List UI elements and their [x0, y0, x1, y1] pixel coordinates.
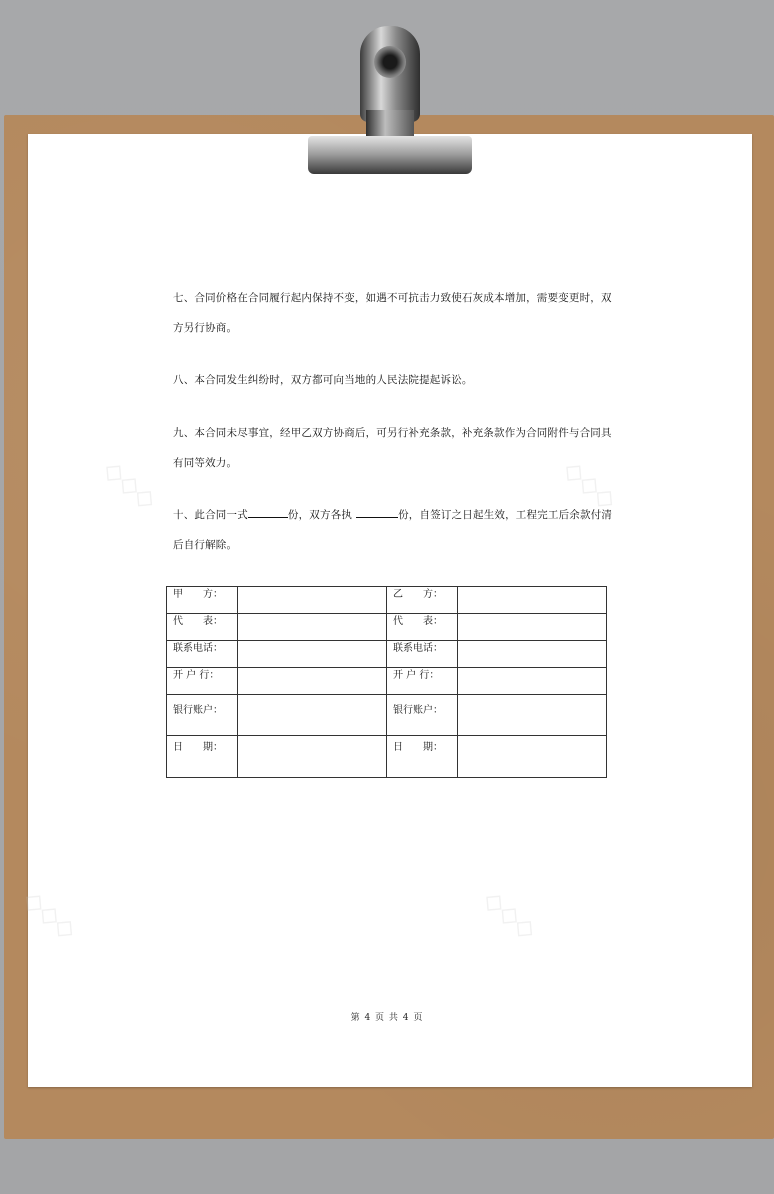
- copies-each-blank[interactable]: [356, 505, 398, 518]
- clause-9: 九、本合同未尽事宜，经甲乙双方协商后，可另行补充条款，补充条款作为合同附件与合同具有同等效力。: [173, 427, 612, 469]
- rep-b-label: 代 表：: [386, 614, 457, 641]
- clause-10-part-c: 份，自签订之日起生效，工程完工后余款付清后自行解除。: [173, 509, 613, 551]
- clause-8: 八、本合同发生纠纷时，双方都可向当地的人民法院提起诉讼。: [173, 374, 473, 386]
- phone-a-value[interactable]: [238, 641, 387, 668]
- rep-a-label: 代 表：: [167, 614, 238, 641]
- date-a-label: 日 期：: [167, 736, 238, 778]
- table-row: [167, 695, 607, 736]
- page-number: 第 4 页 共 4 页: [350, 1013, 424, 1023]
- account-a-label: 银行账户：: [167, 695, 238, 736]
- clause-7: 七、合同价格在合同履行起内保持不变，如遇不可抗击力致使石灰成本增加，需要变更时，双方另行协商。: [173, 292, 612, 334]
- date-b-label: 日 期：: [386, 736, 457, 778]
- watermark-icon: ◇◇◇: [97, 454, 163, 516]
- copies-total-blank[interactable]: [248, 505, 288, 518]
- table-row: [167, 668, 607, 695]
- date-a-value[interactable]: [238, 736, 387, 778]
- party-a-label: 甲 方：: [167, 587, 238, 614]
- account-b-value[interactable]: [458, 695, 607, 736]
- phone-b-value[interactable]: [458, 641, 607, 668]
- rep-b-value[interactable]: [458, 614, 607, 641]
- account-a-value[interactable]: [238, 695, 387, 736]
- party-a-value[interactable]: [238, 587, 387, 614]
- table-row: [167, 587, 607, 614]
- date-b-value[interactable]: [458, 736, 607, 778]
- watermark-icon: ◇◇◇: [477, 884, 543, 946]
- clause-10-part-a: 十、此合同一式: [173, 509, 248, 521]
- signature-table: [166, 586, 607, 778]
- clause-10: [173, 500, 613, 560]
- party-b-value[interactable]: [458, 587, 607, 614]
- bank-a-value[interactable]: [238, 668, 387, 695]
- bank-b-label: 开 户 行：: [386, 668, 457, 695]
- clause-10-part-b: 份，双方各执: [287, 509, 353, 521]
- bank-a-label: 开 户 行：: [167, 668, 238, 695]
- party-b-label: 乙 方：: [386, 587, 457, 614]
- watermark-icon: ◇◇◇: [17, 884, 83, 946]
- table-row: [167, 736, 607, 778]
- binder-clip-icon: [300, 26, 480, 180]
- watermark-icon: ◇◇◇: [557, 454, 623, 516]
- table-row: [167, 641, 607, 668]
- bank-b-value[interactable]: [458, 668, 607, 695]
- account-b-label: 银行账户：: [386, 695, 457, 736]
- table-row: [167, 614, 607, 641]
- rep-a-value[interactable]: [238, 614, 387, 641]
- phone-b-label: 联系电话：: [386, 641, 457, 668]
- phone-a-label: 联系电话：: [167, 641, 238, 668]
